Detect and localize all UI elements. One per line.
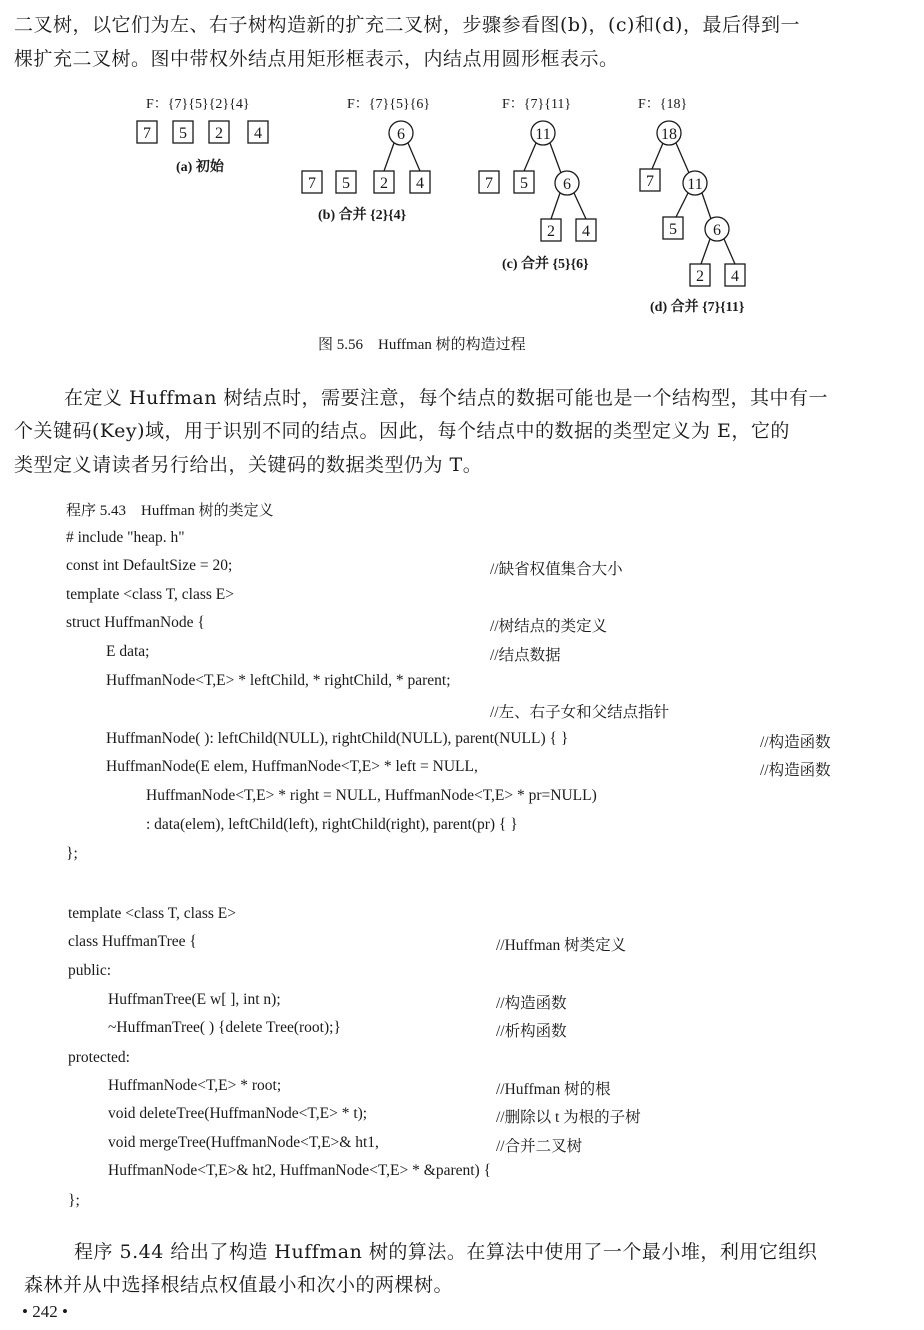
leaf-a-1: 7 [143,125,151,142]
leaf-d-4: 4 [731,268,739,285]
code-line: HuffmanNode<T,E> * root; [108,1077,282,1094]
leaf-d-3: 2 [696,268,704,285]
code-comment: //树结点的类定义 [490,618,608,635]
code-comment: //合并二叉树 [496,1138,583,1155]
code-line: template <class T, class E> [66,586,234,603]
code-line: }; [66,845,78,862]
code-comment: //Huffman 树类定义 [496,937,627,954]
caption-a: (a) 初始 [176,160,224,175]
intro-line-1: 二叉树，以它们为左、右子树构造新的扩充二叉树，步骤参看图(b)，(c)和(d)，最后得到一 [14,14,800,36]
code-line: class HuffmanTree { [68,933,197,950]
node-d-inner-2: 6 [713,222,721,239]
intro-line-2: 棵扩充二叉树。图中带权外结点用矩形框表示，内结点用圆形框表示。 [14,48,619,70]
node-d-root: 18 [661,126,677,143]
forest-label-c: F：{7}{11} [502,97,572,112]
code-line: const int DefaultSize = 20; [66,557,233,574]
code-line: public: [68,962,112,979]
code-line: }; [68,1192,80,1209]
code-line: struct HuffmanNode { [66,614,205,631]
leaf-a-4: 4 [254,125,262,142]
node-d-inner-1: 11 [687,176,703,193]
caption-d: (d) 合并 {7}{11} [650,300,745,315]
para3-line-1: 程序 5.44 给出了构造 Huffman 树的算法。在算法中使用了一个最小堆，利用它组织 [74,1241,818,1263]
forest-label-b: F：{7}{5}{6} [347,97,431,112]
para2-line-1: 在定义 Huffman 树结点时，需要注意，每个结点的数据可能也是一个结构型，其中有一 [64,387,829,409]
para2-line-3: 类型定义请读者另行给出，关键码的数据类型仍为 T。 [14,454,483,476]
leaf-a-2: 5 [179,125,187,142]
node-b-root: 6 [397,126,405,143]
node-c-inner: 6 [563,176,571,193]
code-comment: //结点数据 [490,647,561,664]
leaf-b-3: 2 [380,175,388,192]
leaf-b-4: 4 [416,175,424,192]
code-line: HuffmanTree(E w[ ], int n); [108,991,281,1008]
code-line: HuffmanNode<T,E> * leftChild, * rightChild, * parent; [106,672,451,689]
page-number: • 242 • [22,1302,68,1321]
code-line: template <class T, class E> [68,905,236,922]
code-comment: //删除以 t 为根的子树 [496,1109,641,1126]
code-line: HuffmanNode( ): leftChild(NULL), rightChild(NULL), parent(NULL) { } [106,730,569,747]
code-comment: //构造函数 [760,762,831,779]
code-comment: //左、右子女和父结点指针 [490,704,670,721]
code-line: ~HuffmanTree( ) {delete Tree(root);} [108,1019,341,1036]
leaf-c-4: 4 [582,223,590,240]
code-line: HuffmanNode(E elem, HuffmanNode<T,E> * left = NULL, [106,758,478,775]
forest-label-a: F：{7}{5}{2}{4} [146,97,250,112]
code-line: void mergeTree(HuffmanNode<T,E>& ht1, [108,1134,379,1151]
leaf-d-1: 7 [646,173,654,190]
leaf-a-3: 2 [215,125,223,142]
program-title: 程序 5.43 Huffman 树的类定义 [66,503,274,519]
code-line: HuffmanNode<T,E>& ht2, HuffmanNode<T,E> * &parent) { [108,1162,492,1179]
caption-b: (b) 合并 {2}{4} [318,208,407,223]
code-line: HuffmanNode<T,E> * right = NULL, HuffmanNode<T,E> * pr=NULL) [146,787,597,804]
leaf-c-3: 2 [547,223,555,240]
leaf-c-2: 5 [520,175,528,192]
code-comment: //构造函数 [760,734,831,751]
leaf-b-2: 5 [342,175,350,192]
forest-label-d: F：{18} [638,97,688,112]
code-comment: //构造函数 [496,995,567,1012]
code-line: # include "heap. h" [66,529,185,546]
huffman-tree-diagram [0,0,924,330]
code-line: : data(elem), leftChild(left), rightChild(right), parent(pr) { } [146,816,518,833]
code-comment: //Huffman 树的根 [496,1081,611,1098]
caption-c: (c) 合并 {5}{6} [502,257,589,272]
code-comment: //缺省权值集合大小 [490,561,623,578]
para2-line-2: 个关键码(Key)域，用于识别不同的结点。因此，每个结点中的数据的类型定义为 E，它的 [14,420,790,442]
leaf-d-2: 5 [669,221,677,238]
leaf-b-1: 7 [308,175,316,192]
node-c-root: 11 [535,126,551,143]
code-line: E data; [106,643,150,660]
para3-line-2: 森林并从中选择根结点权值最小和次小的两棵树。 [24,1274,454,1296]
figure-title: 图 5.56 Huffman 树的构造过程 [318,337,526,353]
code-line: void deleteTree(HuffmanNode<T,E> * t); [108,1105,368,1122]
code-line: protected: [68,1049,130,1066]
leaf-c-1: 7 [485,175,493,192]
code-comment: //析构函数 [496,1023,567,1040]
